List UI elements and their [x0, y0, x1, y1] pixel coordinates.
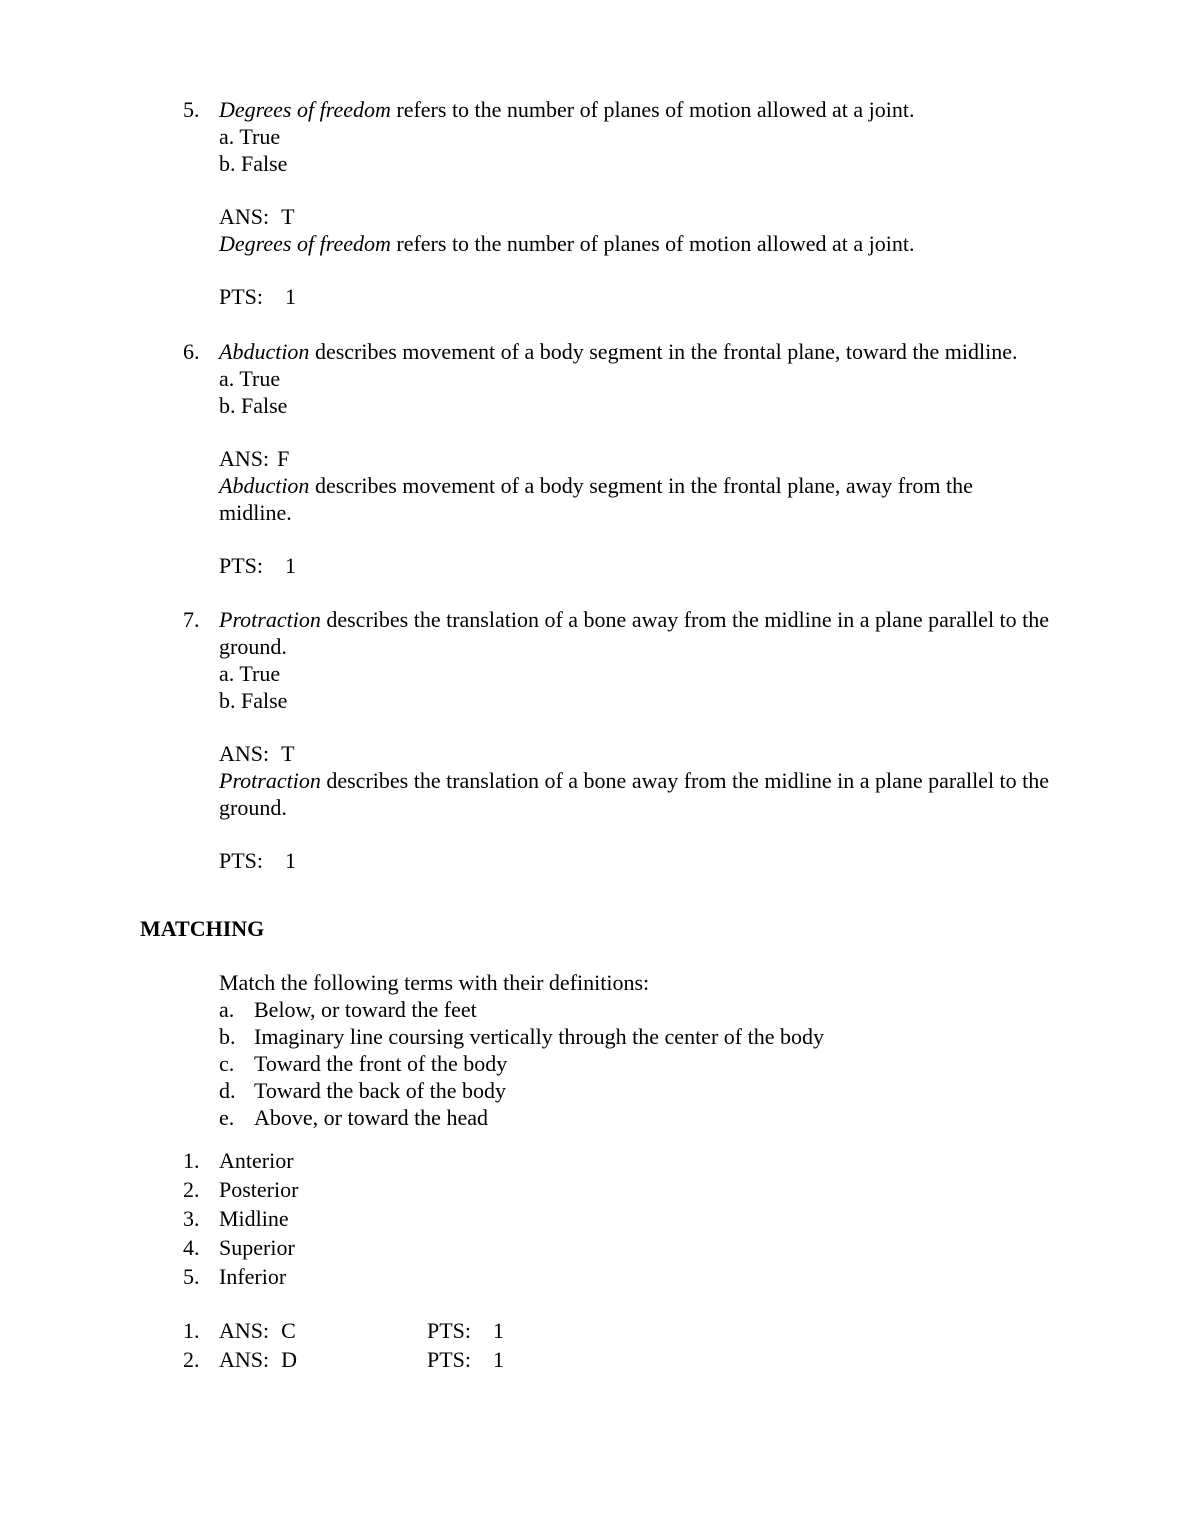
- option-item: [219, 1077, 1079, 1104]
- matching-terms: [183, 1146, 298, 1291]
- pts-label: PTS:: [219, 284, 264, 309]
- answer-line: [219, 740, 1074, 767]
- term-number: 1.: [183, 1148, 200, 1173]
- pts-label: PTS:: [219, 848, 264, 873]
- term-item: [183, 1233, 298, 1262]
- option-a: a. True: [219, 661, 281, 686]
- question-stem: [219, 606, 1074, 660]
- option-a: a. True: [219, 124, 281, 149]
- points-cell: [427, 1345, 504, 1374]
- term-number: 5.: [183, 1264, 200, 1289]
- option-letter: e.: [219, 1105, 235, 1130]
- question-7: [183, 606, 1073, 874]
- ans-value: F: [277, 446, 290, 471]
- question-5: [183, 96, 1073, 310]
- term-text: Anterior: [219, 1148, 294, 1173]
- option-item: [219, 1023, 1079, 1050]
- explanation-text: describes movement of a body segment in the frontal plane, away from the midline.: [219, 473, 973, 525]
- explanation-text: refers to the number of planes of motion allowed at a joint.: [390, 231, 915, 256]
- pts-value: 1: [285, 848, 297, 873]
- term-text: Posterior: [219, 1177, 299, 1202]
- term-emphasis: Protraction: [219, 607, 321, 632]
- ans-value: D: [281, 1347, 298, 1372]
- term-emphasis: Abduction: [219, 339, 310, 364]
- answer-explanation: [219, 767, 1074, 821]
- term-item: [183, 1204, 298, 1233]
- term-emphasis: Abduction: [219, 473, 310, 498]
- pts-label: PTS:: [427, 1347, 472, 1372]
- pts-label: PTS:: [219, 553, 264, 578]
- option-item: [219, 1104, 1079, 1131]
- option-text: Above, or toward the head: [254, 1105, 488, 1130]
- term-item: [183, 1175, 298, 1204]
- question-6: [183, 338, 1073, 579]
- term-text: Midline: [219, 1206, 289, 1231]
- option-item: [219, 1050, 1079, 1077]
- term-text: Superior: [219, 1235, 295, 1260]
- ans-value: T: [281, 741, 295, 766]
- ans-label: ANS:: [219, 741, 270, 766]
- answer-key: [183, 1316, 504, 1374]
- option-letter: c.: [219, 1051, 235, 1076]
- question-number: 6.: [183, 339, 200, 364]
- option-b: b. False: [219, 393, 288, 418]
- term-number: 2.: [183, 1177, 200, 1202]
- matching-options: [219, 969, 1079, 1131]
- term-emphasis: Degrees of freedom: [219, 97, 391, 122]
- points-line: [219, 847, 1074, 874]
- option-b: b. False: [219, 688, 288, 713]
- question-number: 5.: [183, 97, 200, 122]
- explanation-text: describes the translation of a bone away from the midline in a plane parallel to the ground.: [219, 768, 1050, 820]
- answer-number: 1.: [183, 1318, 200, 1343]
- section-heading: MATCHING: [140, 916, 265, 941]
- term-number: 4.: [183, 1235, 200, 1260]
- ans-label: ANS:: [219, 1347, 270, 1372]
- option-item: [219, 996, 1079, 1023]
- ans-value: T: [281, 204, 295, 229]
- ans-value: C: [281, 1318, 296, 1343]
- question-stem: [219, 96, 1073, 123]
- answer-cell: [219, 1345, 427, 1374]
- ans-label: ANS:: [219, 1318, 270, 1343]
- pts-value: 1: [493, 1318, 505, 1343]
- ans-label: ANS:: [219, 446, 270, 471]
- stem-text: refers to the number of planes of motion allowed at a joint.: [390, 97, 915, 122]
- answer-line: [219, 203, 1073, 230]
- points-line: [219, 283, 1073, 310]
- answer-key-row: [183, 1345, 504, 1374]
- answer-cell: [219, 1316, 427, 1345]
- term-emphasis: Degrees of freedom: [219, 231, 391, 256]
- pts-value: 1: [493, 1347, 505, 1372]
- pts-label: PTS:: [427, 1318, 472, 1343]
- option-letter: d.: [219, 1078, 236, 1103]
- answer-key-row: [183, 1316, 504, 1345]
- term-item: [183, 1262, 298, 1291]
- answer-explanation: [219, 230, 1073, 257]
- points-line: [219, 552, 1073, 579]
- option-letter: b.: [219, 1024, 236, 1049]
- option-a: a. True: [219, 366, 281, 391]
- option-text: Below, or toward the feet: [254, 997, 477, 1022]
- option-letter: a.: [219, 997, 235, 1022]
- option-text: Toward the back of the body: [254, 1078, 506, 1103]
- matching-instruction: Match the following terms with their definitions:: [219, 970, 650, 995]
- term-number: 3.: [183, 1206, 200, 1231]
- option-text: Imaginary line coursing vertically through the center of the body: [254, 1024, 824, 1049]
- ans-label: ANS:: [219, 204, 270, 229]
- question-stem: [219, 338, 1073, 365]
- stem-text: describes movement of a body segment in the frontal plane, toward the midline.: [309, 339, 1018, 364]
- stem-text: describes the translation of a bone away from the midline in a plane parallel to the ground.: [219, 607, 1050, 659]
- option-text: Toward the front of the body: [254, 1051, 508, 1076]
- term-item: [183, 1146, 298, 1175]
- answer-line: [219, 445, 1073, 472]
- option-b: b. False: [219, 151, 288, 176]
- term-text: Inferior: [219, 1264, 287, 1289]
- answer-explanation: [219, 472, 1039, 526]
- points-cell: [427, 1316, 504, 1345]
- question-number: 7.: [183, 607, 200, 632]
- pts-value: 1: [285, 553, 297, 578]
- answer-number: 2.: [183, 1347, 200, 1372]
- pts-value: 1: [285, 284, 297, 309]
- term-emphasis: Protraction: [219, 768, 321, 793]
